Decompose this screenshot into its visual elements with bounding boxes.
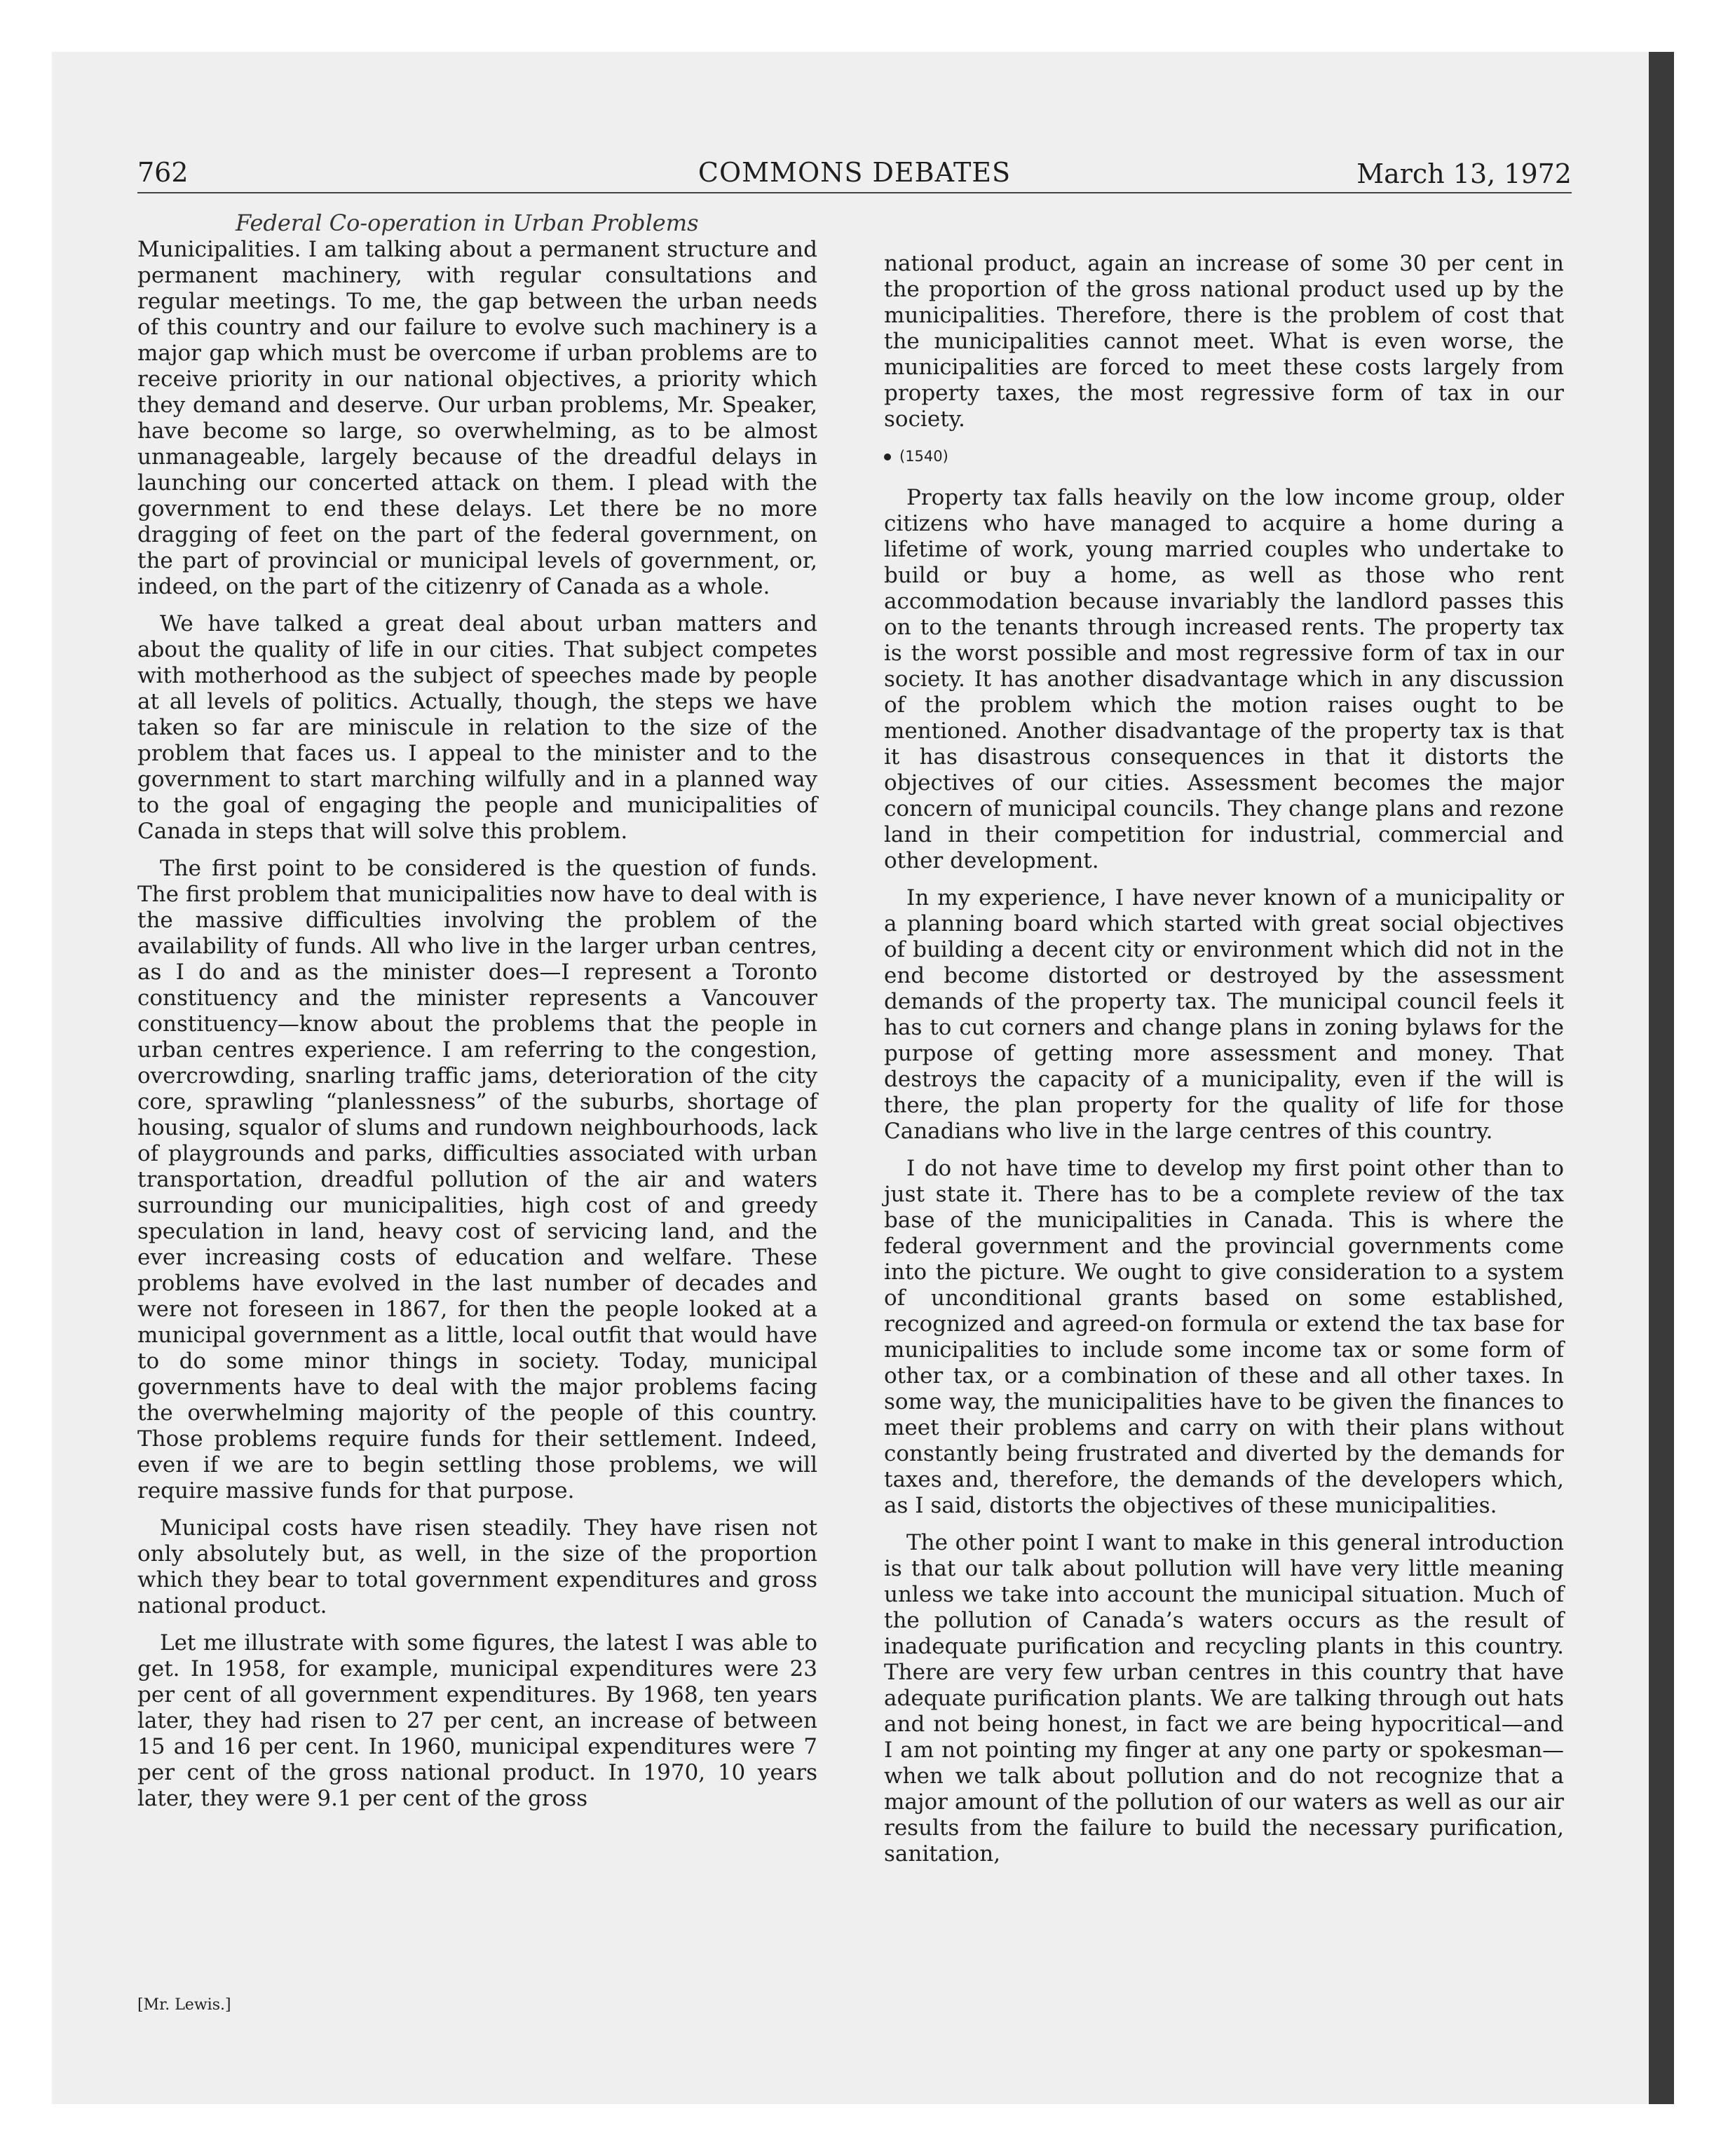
timestamp-text: (1540) [899,448,948,465]
paragraph: The other point I want to make in this general introduction is that our talk about pollution will have very little meaning unless we take into account the municipal situation. Much of the pollution of Canada’s waters occurs as the result of inadequate purification and recycling plants in this country. There are very few urban centres in this country that have adequate purification plants. We are talking through out hats and not being honest, in fact we are being hypocritical—and I am not pointing my finger at any one party or spokesman—when we talk about pollution and do not recognize that a major amount of the pollution of our waters as well as our air results from the failure to build the necessary purification, sanitation, [884,1530,1564,1867]
paragraph: The first point to be considered is the question of funds. The first problem that municipalities now have to deal with is the massive difficulties involving the problem of the availability of funds. All who live in the larger urban centres, as I do and as the minister does—I represent a Toronto constituency and the minister represents a Vancouver constituency—know about the problems that the people in urban centres experience. I am referring to the congestion, overcrowding, snarling traffic jams, deterioration of the city core, sprawling “planlessness” of the suburbs, shortage of housing, squalor of slums and rundown neighbourhoods, lack of playgrounds and parks, difficulties associated with urban transportation, dreadful pollution of the air and waters surrounding our municipalities, high cost of and greedy speculation in land, heavy cost of servicing land, and the ever increasing costs of education and welfare. These problems have evolved in the last number of decades and were not foreseen in 1867, for then the people looked at a municipal government as a little, local outfit that would have to do some minor things in society. Today, municipal governments have to deal with the major problems facing the overwhelming majority of the people of this country. Those problems require funds for their settlement. Indeed, even if we are to begin settling those problems, we will require massive funds for that purpose. [137,856,817,1503]
right-column [884,251,1564,1878]
page-number: 762 [137,157,189,188]
speaker-attribution: [Mr. Lewis.] [137,1996,231,2014]
paragraph: national product, again an increase of some 30 per cent in the proportion of the gross national product used up by the municipalities. Therefore, there is the problem of cost that the municipalities cannot meet. What is even worse, the municipalities are forced to meet these costs largely from property taxes, the most regressive form of tax in our society. [884,251,1564,432]
bullet-icon [884,453,891,460]
document-page [137,156,1572,2090]
paragraph: In my experience, I have never known of a municipality or a planning board which started with great social objectives of building a decent city or environment which did not in the end become distorted or destroyed by the assessment demands of the property tax. The municipal council feels it has to cut corners and change plans in zoning bylaws for the purpose of getting more assessment and money. That destroys the capacity of a municipality, even if the will is there, the plan property for the quality of life for those Canadians who live in the large centres of this country. [884,885,1564,1144]
paragraph: Property tax falls heavily on the low income group, older citizens who have managed to acquire a home during a lifetime of work, young married couples who undertake to build or buy a home, as well as those who rent accommodation because invariably the landlord passes this on to the tenants through increased rents. The property tax is the worst possible and most regressive form of tax in our society. It has another disadvantage which in any discussion of the problem which the motion raises ought to be mentioned. Another disadvantage of the property tax is that it has disastrous consequences in that it distorts the objectives of our cities. Assessment becomes the major concern of municipal councils. They change plans and rezone land in their competition for industrial, commercial and other development. [884,485,1564,873]
page-header [137,156,1572,193]
page-date: March 13, 1972 [1356,158,1572,189]
paragraph: Let me illustrate with some figures, the latest I was able to get. In 1958, for example, municipal expenditures were 23 per cent of all government expenditures. By 1968, ten years later, they had risen to 27 per cent, an increase of between 15 and 16 per cent. In 1960, municipal expenditures were 7 per cent of the gross national product. In 1970, 10 years later, they were 9.1 per cent of the gross [137,1630,817,1811]
paragraph: Municipalities. I am talking about a permanent structure and permanent machinery, with regular consultations and regular meetings. To me, the gap between the urban needs of this country and our failure to evolve such machinery is a major gap which must be overcome if urban problems are to receive priority in our national objectives, a priority which they demand and deserve. Our urban problems, Mr. Speaker, have become so large, so overwhelming, as to be almost unmanageable, largely because of the dreadful delays in launching our concerted attack on them. I plead with the government to end these delays. Let there be no more dragging of feet on the part of the federal government, on the part of provincial or municipal levels of government, or, indeed, on the part of the citizenry of Canada as a whole. [137,237,817,599]
publication-title: COMMONS DEBATES [698,157,1012,188]
left-column [137,237,817,1823]
timestamp-marker [884,444,1564,470]
scanner-edge-bar [1649,52,1674,2104]
paragraph: Municipal costs have risen steadily. They have risen not only absolutely but, as well, in the size of the proportion which they bear to total government expenditures and gross national product. [137,1515,817,1618]
paragraph: I do not have time to develop my first point other than to just state it. There has to be a complete review of the tax base of the municipalities in Canada. This is where the federal government and the provincial governments come into the picture. We ought to give consideration to a system of unconditional grants based on some established, recognized and agreed-on formula or extend the tax base for municipalities to include some income tax or some form of other tax, or a combination of these and all other taxes. In some way, the municipalities have to be given the finances to meet their problems and carry on with their plans without constantly being frustrated and diverted by the demands for taxes and, therefore, the demands of the developers which, as I said, distorts the objectives of these municipalities. [884,1156,1564,1518]
section-title: Federal Co-operation in Urban Problems [236,210,699,236]
paragraph: We have talked a great deal about urban matters and about the quality of life in our cities. That subject competes with motherhood as the subject of speeches made by people at all levels of politics. Actually, though, the steps we have taken so far are miniscule in relation to the size of the problem that faces us. I appeal to the minister and to the government to start marching wilfully and in a planned way to the goal of engaging the people and municipalities of Canada in steps that will solve this problem. [137,611,817,844]
